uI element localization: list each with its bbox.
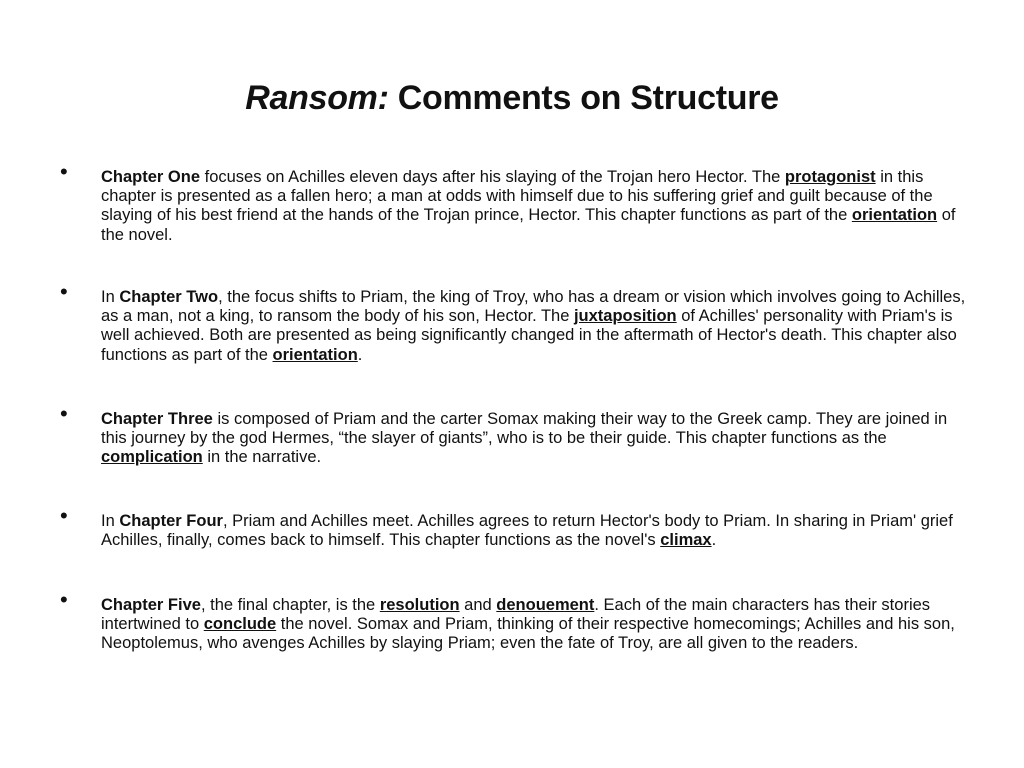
bullet-dot-icon: • (60, 159, 68, 184)
literary-term: resolution (379, 596, 460, 614)
bullet-chapter-one (60, 159, 969, 245)
bullet-chapter-three (60, 401, 969, 468)
slide-title (0, 78, 1024, 118)
bullet-chapter-two (60, 279, 969, 365)
chapter-name: Chapter Three (101, 410, 213, 428)
chapter-name: Chapter One (101, 168, 201, 186)
chapter-name: Chapter Five (101, 596, 201, 614)
bullet-text (101, 512, 953, 549)
bullet-chapter-five (60, 587, 969, 654)
literary-term: conclude (203, 615, 277, 634)
bullet-text (101, 288, 965, 364)
text-run: . Each of the main characters has their stories intertwined to (101, 596, 931, 634)
text-run: , the final chapter, is the (200, 596, 380, 614)
text-run: . (711, 531, 717, 550)
literary-term: juxtaposition (573, 307, 677, 326)
text-run: is composed of Priam and the carter Somax making their way to the Greek camp. They are joined in this journey by the god Hermes, “the slayer of giants”, who is to be their guide. This chapter functions as the (101, 410, 948, 448)
bullet-text (101, 596, 955, 652)
literary-term: protagonist (784, 168, 876, 186)
text-run: . (357, 345, 363, 364)
chapter-name: Chapter Two (119, 288, 219, 306)
text-run: In (101, 288, 120, 306)
literary-term: orientation (851, 206, 938, 225)
text-run: the novel. Somax and Priam, thinking of their respective homecomings; Achilles and his son, Neoptolemus, who avenges Achilles by slaying Priam; even the fate of Troy, are all given to the readers. (101, 615, 955, 653)
literary-term: orientation (272, 345, 358, 364)
literary-term: complication (101, 448, 203, 467)
text-run: in this chapter is presented as a fallen hero; a man at odds with himself due to his suffering grief and guilt because of the slaying of his best friend at the hands of the Trojan prince, Hector. This chapter functions as part of the (101, 168, 933, 225)
text-run: In (101, 512, 120, 530)
bullet-dot-icon: • (60, 587, 68, 612)
literary-term: denouement (496, 596, 595, 614)
title-italic-part: Ransom: (245, 79, 389, 117)
text-run: of the novel. (101, 206, 956, 244)
bullet-chapter-four (60, 503, 969, 550)
title-rest: Comments on Structure (388, 79, 779, 117)
bullet-dot-icon: • (60, 503, 68, 528)
text-run: and (459, 596, 497, 614)
text-run: , Priam and Achilles meet. Achilles agrees to return Hector's body to Priam. In sharing in Priam' grief Achilles, finally, comes back to himself. This chapter functions as the novel's (101, 512, 953, 550)
bullet-text (101, 410, 947, 466)
text-run: , the focus shifts to Priam, the king of Troy, who has a dream or vision which involves going to Achilles, as a man, not a king, to ransom the body of his son, Hector. The (101, 288, 966, 326)
text-run: of Achilles' personality with Priam's is well achieved. Both are presented as being significantly changed in the aftermath of Hector's death. This chapter also functions as part of the (101, 307, 957, 364)
bullet-dot-icon: • (60, 279, 68, 304)
text-run: in the narrative. (202, 448, 322, 467)
bullet-text (101, 168, 955, 244)
literary-term: climax (660, 531, 712, 550)
text-run: focuses on Achilles eleven days after his slaying of the Trojan hero Hector. The (200, 168, 785, 186)
bullet-dot-icon: • (60, 401, 68, 426)
chapter-name: Chapter Four (119, 512, 223, 530)
